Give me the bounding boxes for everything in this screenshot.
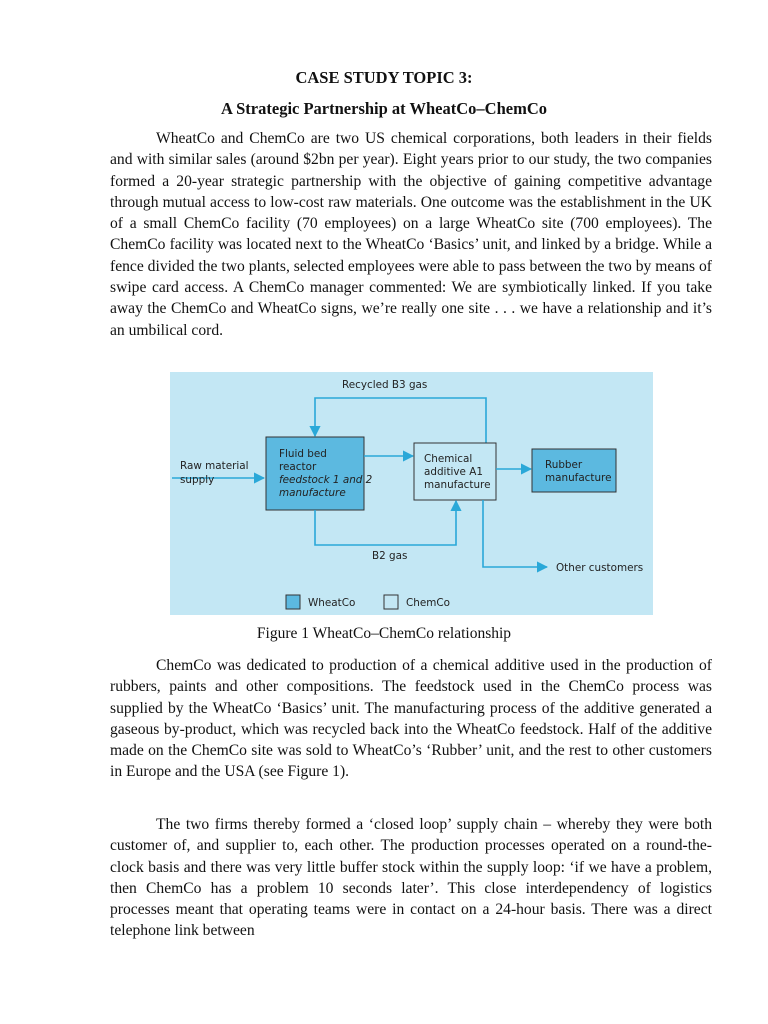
label-chem-manufacture: manufacture (424, 479, 491, 491)
label-reactor: reactor (279, 461, 317, 473)
diagram-svg (170, 372, 653, 615)
label-rubber-manufacture: manufacture (545, 472, 612, 484)
paragraph-chemco-production: ChemCo was dedicated to production of a chemical additive used in the production of rubbers, paints and other compositions. The feedstock used in the ChemCo process was supplied by the WheatCo ‘Basics’ unit. The manufacturing process of the additive generated a gaseous by-product, which was recycled back into the WheatCo feedstock. Half of the additive made on the ChemCo site was sold to WheatCo’s ‘Rubber’ unit, and the rest to other customers in Europe and the USA (see Figure 1). (110, 657, 712, 781)
label-additive-a1: additive A1 (424, 466, 483, 478)
case-study-title: CASE STUDY TOPIC 3: (295, 68, 473, 87)
legend-wheatco-swatch (286, 595, 300, 609)
label-raw-material-supply: supply (180, 474, 215, 486)
label-b2-gas: B2 gas (372, 550, 408, 562)
label-rubber: Rubber (545, 459, 583, 471)
label-feedstock-manufacture: manufacture (279, 487, 346, 499)
label-recycled-b3: Recycled B3 gas (342, 379, 428, 391)
other-customers-arrow (483, 500, 547, 567)
figure-caption: Figure 1 WheatCo–ChemCo relationship (256, 625, 512, 642)
figure-relationship-diagram (170, 372, 653, 615)
legend-chemco-label: ChemCo (406, 597, 450, 609)
paragraph-closed-loop: The two firms thereby formed a ‘closed loop’ supply chain – whereby they were both customer of, and supplier to, each other. The production processes operated on a round-the-clock basis and there was very little buffer stock within the supply loop: ‘if we have a problem, then ChemCo has a problem 10 seconds later’. This close interdependency of logistics processes meant that operating teams were in contact on a 24-hour basis. There was a direct telephone link between (110, 816, 712, 940)
legend-wheatco-label: WheatCo (308, 597, 356, 609)
label-other-customers: Other customers (556, 562, 644, 574)
label-raw-material: Raw material (180, 460, 249, 472)
legend-chemco-swatch (384, 595, 398, 609)
case-study-subtitle: A Strategic Partnership at WheatCo–ChemCo (221, 99, 547, 118)
label-chemical: Chemical (424, 453, 473, 465)
label-feedstock: feedstock 1 and 2 (279, 474, 373, 486)
paragraph-intro: WheatCo and ChemCo are two US chemical corporations, both leaders in their fields and with similar sales (around $2bn per year). Eight years prior to our study, the two companies formed a 20-year strategic partnership with the objective of gaining competitive advantage through mutual access to low-cost raw materials. One outcome was the establishment in the UK of a small ChemCo facility (70 employees) on a large WheatCo site (700 employees). The ChemCo facility was located next to the WheatCo ‘Basics’ unit, and linked by a bridge. While a fence divided the two plants, selected employees were able to pass between the two by means of swipe card access. A ChemCo manager commented: We are symbiotically linked. If you take away the ChemCo and WheatCo signs, we’re really one site . . . we have a relationship and it’s an umbilical cord. (110, 130, 712, 339)
label-fluid-bed: Fluid bed (279, 448, 327, 460)
